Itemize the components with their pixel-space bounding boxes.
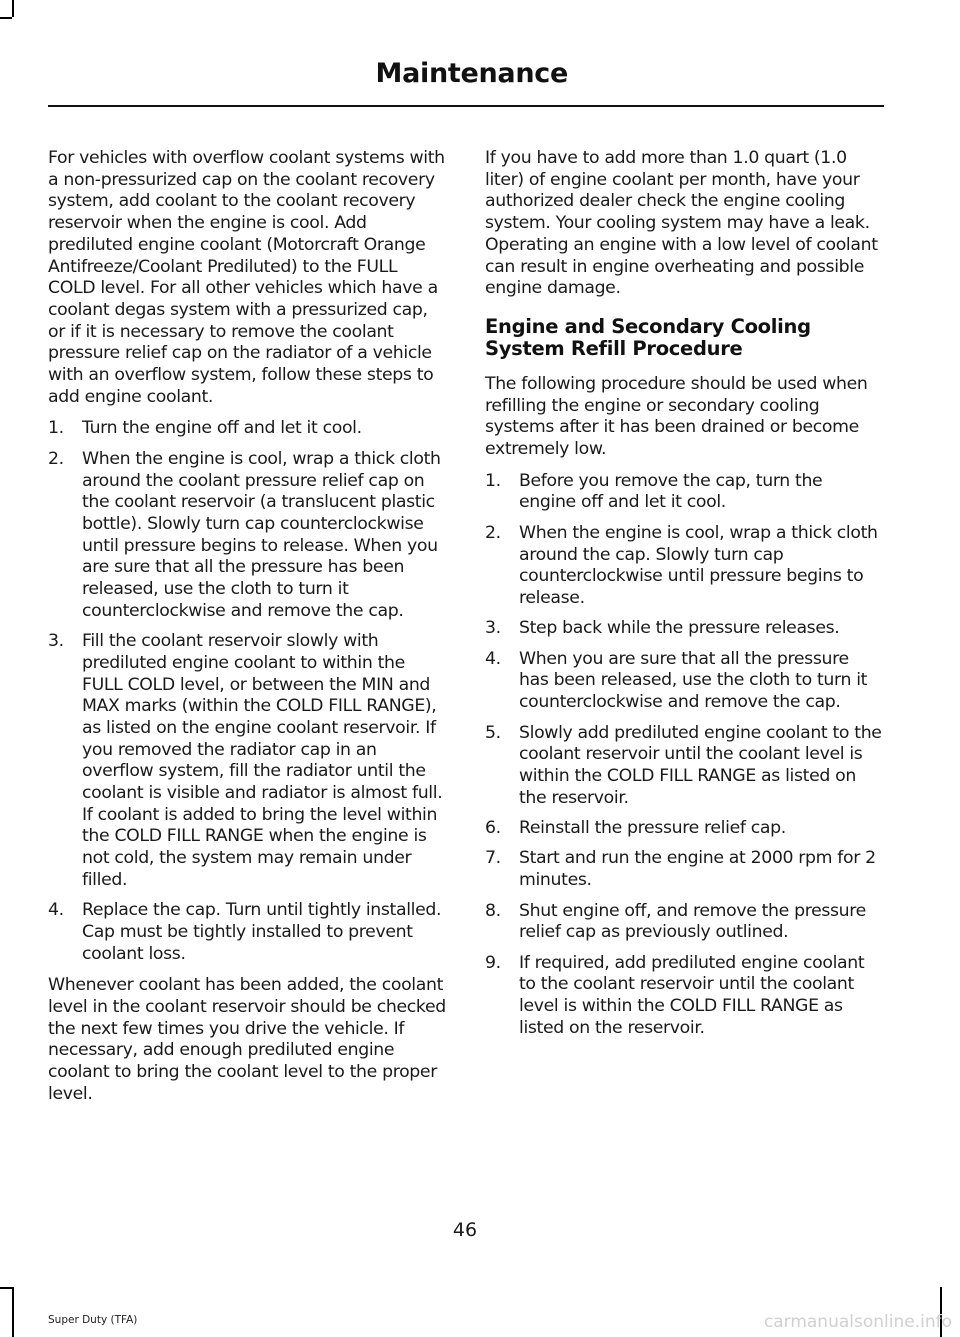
list-item: [485, 723, 883, 810]
list-item: [485, 901, 883, 944]
watermark[interactable]: carmanualsonline.info: [763, 1312, 952, 1332]
list-item: [485, 818, 883, 840]
step-number: 9.: [485, 952, 501, 973]
list-item: [485, 618, 883, 640]
crop-mark-bottom-left-h: [0, 1287, 12, 1289]
crop-mark-top-left-h: [0, 17, 12, 19]
step-text: When the engine is cool, wrap a thick cloth around the coolant pressure relief cap on the coolant reservoir (a translucent plastic bottle). Slowly turn cap counterclockwise until pressure begins to release. When you are sure that all the pressure has been released, use the cloth to turn it counterclockwise and remove the cap.: [82, 448, 441, 621]
step-text: Start and run the engine at 2000 rpm for 2 minutes.: [519, 848, 876, 891]
step-text: Slowly add prediluted engine coolant to the coolant reservoir until the coolant level is within the COLD FILL RANGE as listed on the reservoir.: [519, 722, 882, 808]
right-column: [485, 148, 883, 1049]
list-item: [48, 631, 446, 891]
step-number: 3.: [48, 631, 64, 652]
header-divider: [48, 105, 884, 107]
list-item: [48, 418, 446, 440]
crop-mark-bottom-left: [12, 1287, 14, 1337]
list-item: [48, 449, 446, 623]
list-item: [485, 848, 883, 891]
step-text: Reinstall the pressure relief cap.: [519, 818, 786, 839]
step-text: Before you remove the cap, turn the engine off and let it cool.: [519, 470, 823, 513]
left-intro-paragraph: For vehicles with overflow coolant systems with a non-pressurized cap on the coolant recovery system, add coolant to the coolant recovery reservoir when the engine is cool. Add prediluted engine coolant (Motorcraft Orange Antifreeze/Coolant Prediluted) to the FULL COLD level. For all other vehicles which have a coolant degas system with a pressurized cap, or if it is necessary to remove the coolant pressure relief cap on the radiator of a vehicle with an overflow system, follow these steps to add engine coolant.: [48, 148, 445, 407]
step-text: If required, add prediluted engine coolant to the coolant reservoir until the coolant level is within the COLD FILL RANGE as listed on the reservoir.: [519, 952, 865, 1038]
list-item: [485, 523, 883, 610]
step-number: 7.: [485, 848, 501, 869]
step-number: 4.: [485, 648, 501, 669]
step-number: 3.: [485, 618, 501, 639]
step-text: Replace the cap. Turn until tightly installed. Cap must be tightly installed to prevent coolant loss.: [82, 900, 442, 964]
page-number: 46: [452, 1219, 478, 1241]
step-number: 1.: [485, 470, 501, 491]
left-column: [48, 148, 446, 1116]
step-text: When you are sure that all the pressure has been released, use the cloth to turn it counterclockwise and remove the cap.: [519, 648, 868, 713]
step-number: 8.: [485, 900, 501, 921]
section-intro-paragraph: The following procedure should be used when refilling the engine or secondary cooling systems after it has been drained or become extremely low.: [485, 373, 868, 460]
step-text: Step back while the pressure releases.: [519, 618, 840, 639]
list-item: [485, 649, 883, 714]
footer-model: Super Duty (TFA): [48, 1314, 138, 1326]
step-number: 4.: [48, 900, 64, 921]
right-intro-paragraph: If you have to add more than 1.0 quart (1.0 liter) of engine coolant per month, have your authorized dealer check the engine cooling system. Your cooling system may have a leak. Operating an engine with a low level of coolant can result in engine overheating and possible engine damage.: [485, 148, 878, 299]
page-title: Maintenance: [375, 58, 568, 89]
crop-mark-top-left: [12, 0, 14, 17]
list-item: [485, 953, 883, 1040]
list-item: [485, 471, 883, 514]
step-number: 2.: [48, 448, 64, 469]
step-number: 2.: [485, 522, 501, 543]
step-number: 6.: [485, 818, 501, 839]
step-number: 5.: [485, 722, 501, 743]
left-closing-paragraph: Whenever coolant has been added, the coolant level in the coolant reservoir should be checked the next few times you drive the vehicle. If necessary, add enough prediluted engine coolant to bring the coolant level to the proper level.: [48, 975, 446, 1104]
left-steps-list: [48, 418, 446, 965]
step-text: Fill the coolant reservoir slowly with prediluted engine coolant to within the FULL COLD level, or between the MIN and MAX marks (within the COLD FILL RANGE), as listed on the engine coolant reservoir. If you removed the radiator cap in an overflow system, fill the radiator until the coolant is visible and radiator is almost full. If coolant is added to bring the level within the COLD FILL RANGE when the engine is not cold, the system may remain under filled.: [82, 631, 443, 890]
step-text: Shut engine off, and remove the pressure relief cap as previously outlined.: [519, 900, 866, 943]
step-text: When the engine is cool, wrap a thick cloth around the cap. Slowly turn cap counterclockwise until pressure begins to release.: [519, 522, 878, 608]
step-number: 1.: [48, 418, 64, 439]
list-item: [48, 900, 446, 965]
right-steps-list: [485, 471, 883, 1040]
step-text: Turn the engine off and let it cool.: [82, 418, 362, 439]
section-heading: Engine and Secondary Cooling System Refill Procedure: [485, 314, 811, 360]
